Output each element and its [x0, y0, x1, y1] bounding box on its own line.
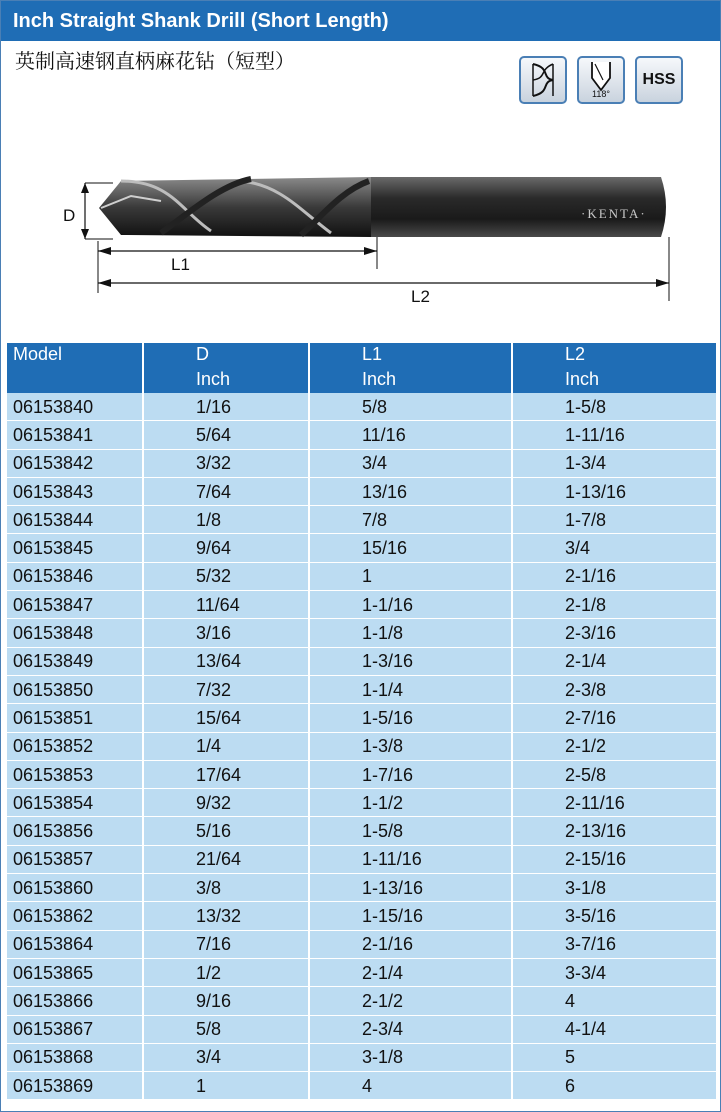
model-cell: 06153841: [7, 421, 143, 449]
diameter-cell: 15/64: [143, 704, 309, 732]
table-header-row: [7, 343, 716, 393]
table-row: [7, 1015, 716, 1043]
overall-length-cell: 1-13/16: [512, 477, 716, 505]
point-angle-icon: [577, 56, 625, 104]
overall-length-cell: 2-1/16: [512, 562, 716, 590]
model-cell: 06153864: [7, 930, 143, 958]
hss-material-icon: [635, 56, 683, 104]
dimension-l2-label: L2: [411, 287, 430, 306]
table-row: [7, 647, 716, 675]
feature-icons: [519, 56, 683, 104]
diameter-cell: 5/32: [143, 562, 309, 590]
flute-length-cell: 3-1/8: [309, 1043, 512, 1071]
flute-length-cell: 1-11/16: [309, 845, 512, 873]
table-row: [7, 760, 716, 788]
table-row: [7, 958, 716, 986]
model-cell: 06153846: [7, 562, 143, 590]
table-row: [7, 393, 716, 421]
model-cell: 06153862: [7, 902, 143, 930]
flute-length-cell: 13/16: [309, 477, 512, 505]
table-row: [7, 449, 716, 477]
table-row: [7, 1043, 716, 1071]
spiral-flute-icon: [519, 56, 567, 104]
model-cell: 06153845: [7, 534, 143, 562]
model-cell: 06153866: [7, 987, 143, 1015]
table-body: [7, 393, 716, 1100]
flute-length-cell: 4: [309, 1072, 512, 1100]
overall-length-cell: 3-7/16: [512, 930, 716, 958]
model-cell: 06153865: [7, 958, 143, 986]
diameter-cell: 21/64: [143, 845, 309, 873]
model-cell: 06153853: [7, 760, 143, 788]
point-angle-label: 118°: [592, 89, 610, 99]
column-header-label: Model: [13, 344, 63, 364]
page-title: Inch Straight Shank Drill (Short Length): [1, 1, 720, 41]
table-row: [7, 987, 716, 1015]
model-cell: 06153850: [7, 675, 143, 703]
flute-length-cell: 7/8: [309, 506, 512, 534]
flute-length-cell: 2-1/4: [309, 958, 512, 986]
diameter-cell: 1/16: [143, 393, 309, 421]
hss-label: HSS: [642, 71, 676, 88]
table-row: [7, 902, 716, 930]
drill-brand: ·KENTA·: [581, 206, 647, 221]
table-row: [7, 817, 716, 845]
flute-length-cell: 2-1/16: [309, 930, 512, 958]
diameter-cell: 1/4: [143, 732, 309, 760]
overall-length-cell: 2-5/8: [512, 760, 716, 788]
diameter-cell: 3/32: [143, 449, 309, 477]
overall-length-cell: 2-1/2: [512, 732, 716, 760]
overall-length-cell: 3-5/16: [512, 902, 716, 930]
overall-length-cell: 1-5/8: [512, 393, 716, 421]
model-cell: 06153842: [7, 449, 143, 477]
table-row: [7, 1072, 716, 1100]
overall-length-cell: 6: [512, 1072, 716, 1100]
column-header-unit: Inch: [565, 369, 600, 389]
table-row: [7, 732, 716, 760]
table-row: [7, 591, 716, 619]
model-cell: 06153848: [7, 619, 143, 647]
drill-illustration: [1, 141, 720, 341]
column-header-label: L1: [362, 344, 383, 364]
overall-length-cell: 4-1/4: [512, 1015, 716, 1043]
column-header-label: D: [196, 344, 209, 364]
overall-length-cell: 1-3/4: [512, 449, 716, 477]
model-cell: 06153844: [7, 506, 143, 534]
overall-length-cell: 3-1/8: [512, 874, 716, 902]
flute-length-cell: 1-15/16: [309, 902, 512, 930]
column-header-label: L2: [565, 344, 586, 364]
model-cell: 06153868: [7, 1043, 143, 1071]
table-row: [7, 874, 716, 902]
diameter-cell: 1: [143, 1072, 309, 1100]
overall-length-cell: 2-1/8: [512, 591, 716, 619]
flute-length-cell: 1-1/8: [309, 619, 512, 647]
diameter-cell: 17/64: [143, 760, 309, 788]
overall-length-cell: 2-3/8: [512, 675, 716, 703]
diameter-cell: 9/32: [143, 789, 309, 817]
model-cell: 06153854: [7, 789, 143, 817]
diameter-cell: 5/64: [143, 421, 309, 449]
diameter-cell: 5/16: [143, 817, 309, 845]
overall-length-cell: 1-11/16: [512, 421, 716, 449]
flute-length-cell: 1-1/2: [309, 789, 512, 817]
model-cell: 06153869: [7, 1072, 143, 1100]
column-header-d: [143, 343, 309, 393]
model-cell: 06153857: [7, 845, 143, 873]
flute-length-cell: 1-1/4: [309, 675, 512, 703]
model-cell: 06153851: [7, 704, 143, 732]
diameter-cell: 13/32: [143, 902, 309, 930]
flute-length-cell: 2-3/4: [309, 1015, 512, 1043]
model-cell: 06153860: [7, 874, 143, 902]
table-row: [7, 477, 716, 505]
drill-drawing: [1, 141, 720, 346]
spec-table: [7, 343, 716, 1100]
diameter-cell: 11/64: [143, 591, 309, 619]
flute-length-cell: 1: [309, 562, 512, 590]
diameter-cell: 7/64: [143, 477, 309, 505]
diameter-cell: 3/4: [143, 1043, 309, 1071]
table-row: [7, 506, 716, 534]
column-header-l2: [512, 343, 716, 393]
overall-length-cell: 2-11/16: [512, 789, 716, 817]
table-row: [7, 675, 716, 703]
diameter-cell: 1/2: [143, 958, 309, 986]
model-cell: 06153856: [7, 817, 143, 845]
flute-length-cell: 11/16: [309, 421, 512, 449]
table-row: [7, 704, 716, 732]
flute-length-cell: 15/16: [309, 534, 512, 562]
overall-length-cell: 2-7/16: [512, 704, 716, 732]
overall-length-cell: 2-3/16: [512, 619, 716, 647]
flute-length-cell: 1-13/16: [309, 874, 512, 902]
diameter-cell: 7/16: [143, 930, 309, 958]
dimension-d-label: D: [63, 206, 76, 225]
overall-length-cell: 2-13/16: [512, 817, 716, 845]
column-header-unit: Inch: [362, 369, 397, 389]
page-subtitle: 英制高速钢直柄麻花钻（短型）: [15, 49, 295, 73]
spec-table-container: [7, 343, 716, 1100]
table-row: [7, 562, 716, 590]
flute-length-cell: 5/8: [309, 393, 512, 421]
dimension-l1-label: L1: [171, 255, 190, 274]
flute-length-cell: 3/4: [309, 449, 512, 477]
flute-length-cell: 1-5/8: [309, 817, 512, 845]
table-row: [7, 421, 716, 449]
diameter-cell: 13/64: [143, 647, 309, 675]
table-row: [7, 845, 716, 873]
flute-length-cell: 1-3/16: [309, 647, 512, 675]
flute-length-cell: 2-1/2: [309, 987, 512, 1015]
diameter-cell: 3/16: [143, 619, 309, 647]
diameter-cell: 5/8: [143, 1015, 309, 1043]
table-row: [7, 619, 716, 647]
model-cell: 06153847: [7, 591, 143, 619]
overall-length-cell: 3/4: [512, 534, 716, 562]
column-header-l1: [309, 343, 512, 393]
model-cell: 06153852: [7, 732, 143, 760]
diameter-cell: 9/64: [143, 534, 309, 562]
column-header-model: [7, 343, 143, 393]
flute-length-cell: 1-1/16: [309, 591, 512, 619]
column-header-unit: Inch: [196, 369, 231, 389]
model-cell: 06153843: [7, 477, 143, 505]
diameter-cell: 9/16: [143, 987, 309, 1015]
diameter-cell: 7/32: [143, 675, 309, 703]
flute-length-cell: 1-7/16: [309, 760, 512, 788]
table-row: [7, 789, 716, 817]
overall-length-cell: 1-7/8: [512, 506, 716, 534]
overall-length-cell: 5: [512, 1043, 716, 1071]
flute-length-cell: 1-3/8: [309, 732, 512, 760]
model-cell: 06153840: [7, 393, 143, 421]
table-row: [7, 534, 716, 562]
model-cell: 06153867: [7, 1015, 143, 1043]
overall-length-cell: 2-15/16: [512, 845, 716, 873]
overall-length-cell: 3-3/4: [512, 958, 716, 986]
flute-length-cell: 1-5/16: [309, 704, 512, 732]
overall-length-cell: 2-1/4: [512, 647, 716, 675]
model-cell: 06153849: [7, 647, 143, 675]
diameter-cell: 3/8: [143, 874, 309, 902]
table-row: [7, 930, 716, 958]
overall-length-cell: 4: [512, 987, 716, 1015]
diameter-cell: 1/8: [143, 506, 309, 534]
